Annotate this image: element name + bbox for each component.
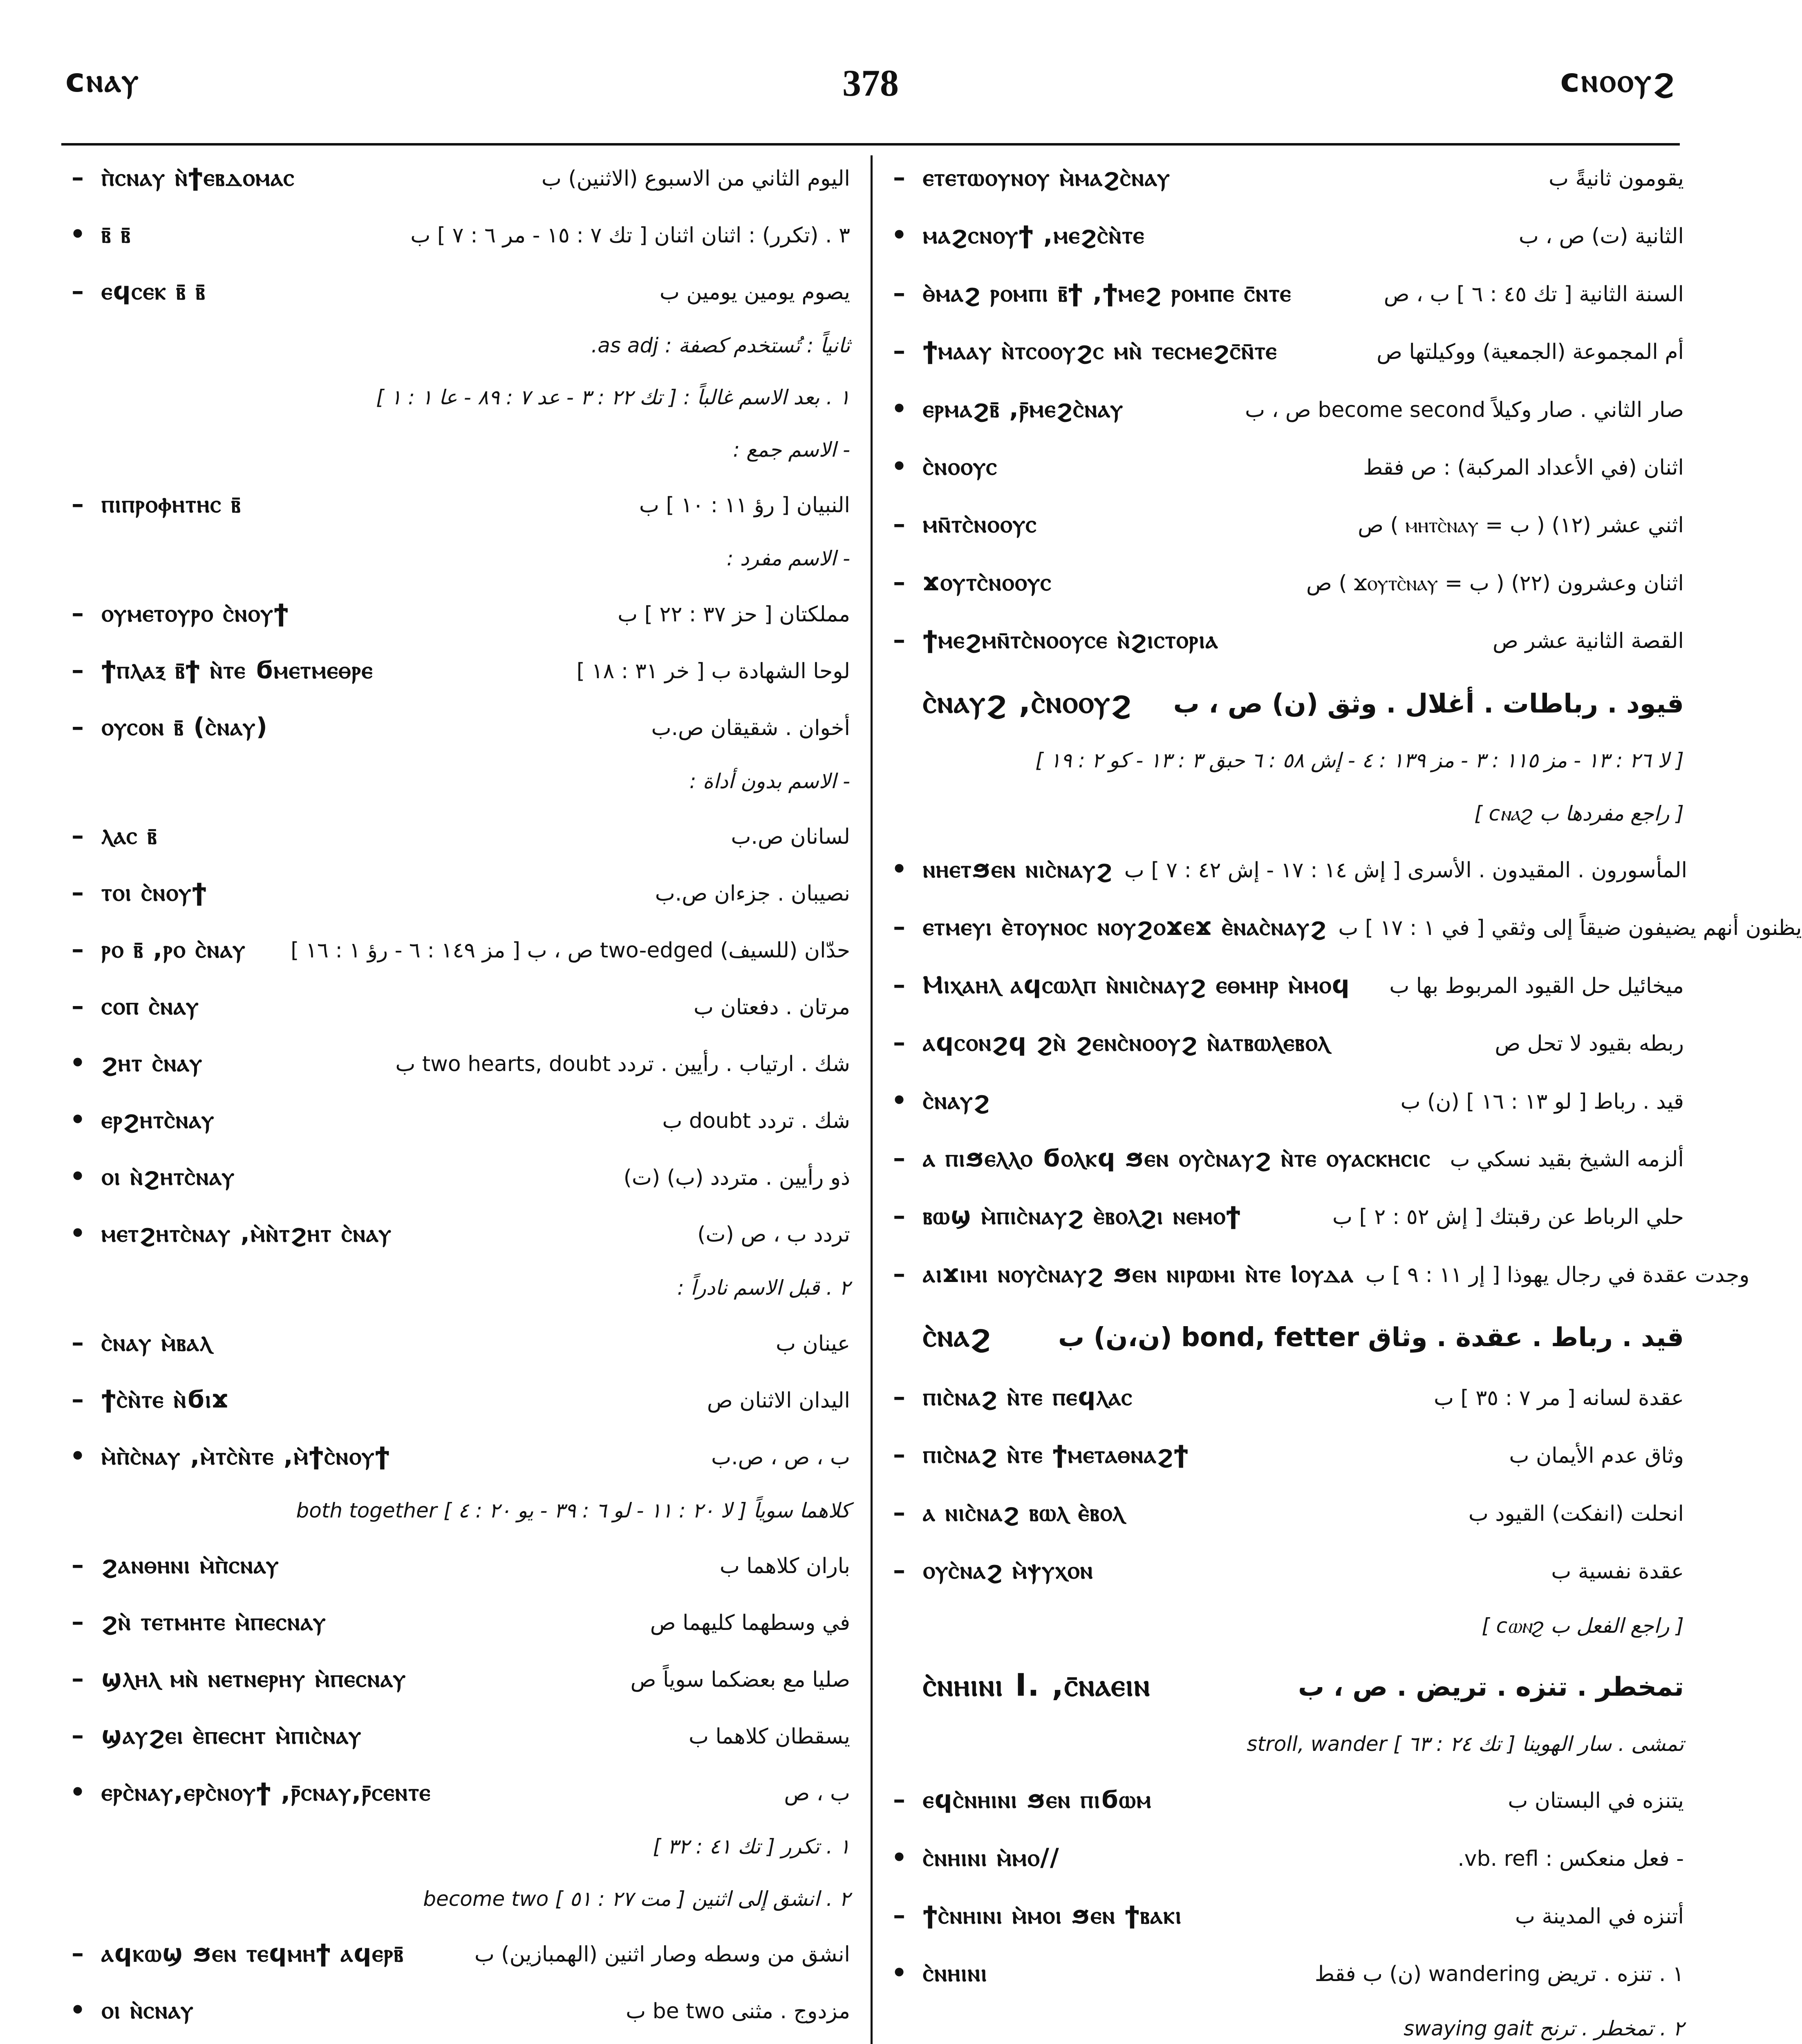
arabic-gloss: النبيان [ رؤ ١١ : ١٠ ] ب [639,493,850,518]
entry-line [887,1318,1684,1353]
coptic-headword: ⲗⲁⲥ ⲃ̄ [101,821,158,850]
arabic-gloss: يقومون ثانيةً ب [1549,166,1684,191]
coptic-headword: ⲁ ⲛⲓⲥ̀ⲛⲁϩ ⲃⲱⲗ ⲉ̀ⲃⲟⲗ [923,1498,1125,1527]
arabic-gloss: ربطه بقيود لا تحل ص [1495,1031,1684,1056]
coptic-headword: ϣⲗⲏⲗ ⲙⲛ̀ ⲛⲉⲧⲛⲉⲣⲏⲩ ⲙ̀ⲡⲉⲥⲛⲁⲩ [101,1664,407,1693]
entry-marker: – [72,1607,84,1636]
running-head-left: ϲⲛⲁⲩ [65,61,140,99]
entry-marker: – [72,1664,84,1693]
arabic-gloss: ١ . بعد الاسم غالباً : [ تك ٢٢ : ٣ - عد ٧ : ٨٩ - عا ١ : ١ ] [376,385,850,410]
entry-line [65,713,850,741]
entry-marker: • [891,1086,907,1115]
arabic-gloss: ٢ . قبل الاسم نادراً : [677,1276,850,1300]
entry-line [887,1786,1684,1814]
arabic-gloss: ذو رأيين . متردد (ب) (ت) [623,1165,850,1190]
entry-line [65,1721,850,1750]
arabic-gloss: السنة الثانية [ تك ٤٥ : ٦ ] ب ، ص [1383,282,1684,307]
entry-line [887,279,1684,307]
arabic-gloss: عقدة نفسية ب [1551,1559,1684,1584]
entry-marker: – [72,1551,84,1580]
arabic-gloss: وثاق عدم الأيمان ب [1509,1443,1684,1468]
coptic-headword: ⲥ̀ⲛⲏⲓⲛⲓ [923,1959,988,1988]
arabic-gloss: ٣ . (تكرر) : اثنان اثنان [ تك ٧ : ١٥ - مر ٦ : ٧ ] ب [410,223,850,248]
arabic-gloss: [ لا ٢٦ : ١٣ - مز ١١٥ : ٣ - مز ١٣٩ : ٤ - إش ٥٨ : ٦ حبق ٣ : ١٣ - كو ٢ : ١٩ ] [1035,749,1684,773]
coptic-headword: ⲙ̀ⲡ̀ⲥ̀ⲛⲁⲩ ,ⲙ̀ⲧⲥ̀ⲛ̀ⲧⲉ ,ⲙ̀ϯⲥ̀ⲛⲟⲩϯ [101,1441,391,1470]
entry-marker: • [69,1162,86,1191]
arabic-gloss: شك . ارتياب . رأيين . تردد two hearts, doubt ب [395,1052,850,1077]
arabic-gloss: تمخطر . تنزه . تريض . ص ، ب [1298,1672,1684,1703]
entry-marker: – [893,912,905,941]
entry-line [65,1551,850,1579]
coptic-headword: ⲧⲟⲓ ⲥ̀ⲛⲟⲩϯ [101,878,208,907]
arabic-gloss: لسانان ص.ب [731,825,850,849]
header-rule [61,143,1680,146]
entry-line [887,1732,1684,1756]
arabic-gloss: عقدة لسانه [ مر ٧ : ٣٥ ] ب [1434,1385,1684,1410]
entry-marker: – [72,598,84,628]
arabic-gloss: [ راجع الفعل ب ϲⲱⲛϩ ] [1482,1614,1684,1638]
entry-line [887,971,1684,999]
entry-line [65,822,850,850]
arabic-gloss: ٢ . تمخطر . ترنح swaying gait [1404,2016,1684,2040]
coptic-headword: ⲥ̀ⲛⲏⲓⲛⲓ I. ,ⲥ̄ⲛⲁⲉⲓⲛ [923,1667,1151,1703]
coptic-headword: ⲉⲧⲉⲧⲱⲟⲩⲛⲟⲩ ⲙ̀ⲙⲁϩⲥ̀ⲛⲁⲩ [923,163,1171,192]
entry-marker: – [893,1556,905,1585]
arabic-gloss: كلاهما سوياً [ لا ٢٠ : ١١ - لو ٦ : ٣٩ - يو ٢٠ : ٤ ] both together [296,1498,850,1522]
coptic-headword: ⲙⲁϩⲥⲛⲟⲩϯ ,ⲙⲉϩⲥ̀ⲛ̀ⲧⲉ [923,221,1145,250]
entry-line [65,656,850,684]
entry-marker: – [893,1382,905,1411]
arabic-gloss: ب ، ص [784,1781,850,1806]
entry-marker: – [893,1498,905,1527]
entry-line [887,912,1802,941]
entry-marker: – [893,1028,905,1057]
entry-marker: • [69,1778,86,1807]
entry-line [887,1959,1684,1987]
coptic-headword: ϩⲁⲛⲑⲏⲛⲓ ⲙ̀ⲡ̀ⲥⲛⲁⲩ [101,1551,280,1580]
coptic-headword: ⲟⲩⲥⲟⲛ ⲃ̄ (ⲥ̀ⲛⲁⲩ) [101,712,268,741]
left-column [65,164,850,2044]
entry-line [887,1029,1684,1057]
arabic-gloss: ١ . تكرر [ تك ٤١ : ٣٢ ] [653,1835,850,1859]
coptic-headword: ⲣⲟ ⲃ̄ ,ⲣⲟ ⲥ̀ⲛⲁⲩ [101,935,246,964]
coptic-headword: ⲥ̀ⲛⲁϩ [923,1317,992,1354]
entry-line [65,935,850,964]
entry-marker: • [891,1843,907,1872]
entry-marker: – [72,992,84,1021]
entry-line [887,749,1684,773]
coptic-headword: ⲛⲏⲉⲧϧⲉⲛ ⲛⲓⲥ̀ⲛⲁⲩϩ [923,855,1113,884]
entry-line [887,1901,1684,1930]
coptic-headword: ⲑ̀ⲙⲁϩ ⲣⲟⲙⲡⲓ ⲃ̄ϯ ,ϯⲙⲉϩ ⲣⲟⲙⲡⲉ ⲥ̄ⲛⲧⲉ [923,278,1292,307]
coptic-headword: ⲡⲓⲥ̀ⲛⲁϩ ⲛ̀ⲧⲉ ϯⲙⲉⲧⲁⲑⲛⲁϩϯ [923,1440,1189,1469]
arabic-gloss: - الاسم بدون أداة : [689,769,850,793]
arabic-gloss: - الاسم جمع : [733,437,850,462]
arabic-gloss: [ راجع مفردها ب ϲⲛⲁϩ ] [1474,802,1684,826]
arabic-gloss: ٢ . انشق إلى اثنين [ مت ٢٧ : ٥١ ] become two [423,1887,850,1911]
arabic-gloss: أم المجموعة (الجمعية) ووكيلتها ص [1377,340,1684,365]
entry-marker: – [893,510,905,539]
arabic-gloss: باران كلاهما ب [719,1554,850,1579]
coptic-headword: ⲥ̀ⲛⲁⲩ ⲙ̀ⲃⲁⲗ [101,1328,213,1357]
entry-line [65,1835,850,1859]
coptic-headword: ⲁϥⲥⲟⲛϩϥ ϩⲛ̀ ϩⲉⲛⲥ̀ⲛⲟⲟⲩϩ ⲛ̀ⲁⲧⲃⲱⲗⲉⲃⲟⲗ [923,1028,1330,1057]
entry-marker: • [69,1995,86,2024]
coptic-headword: ⲉϥⲥ̀ⲛⲏⲓⲛⲓ ϧⲉⲛ ⲡⲓϭⲱⲙ [923,1785,1152,1814]
entry-line [887,684,1684,719]
arabic-gloss: قيود . رباطات . أغلال . وثق (ن) ص ، ب [1173,688,1684,719]
arabic-gloss: - فعل منعكس : vb. refl. [1457,1846,1684,1871]
arabic-gloss: حدّان (للسيف) two-edged ص ، ب [ مز ١٤٩ : ٦ - رؤ ١ : ١٦ ] [291,938,850,963]
coptic-headword: ϣⲁⲩϩⲉⲓ ⲉ̀ⲡⲉⲥⲏⲧ ⲙ̀ⲡⲓⲥ̀ⲛⲁⲩ [101,1721,362,1750]
entry-marker: – [72,1328,84,1357]
arabic-gloss: يظنون أنهم يضيفون ضيقاً إلى وثقي [ في ١ : ١٧ ] ب [1338,916,1802,941]
entry-line [65,879,850,907]
arabic-gloss: عينان ب [776,1331,850,1356]
entry-marker: • [69,1219,86,1248]
entry-line [65,1049,850,1077]
coptic-headword: ⲉⲣⲥ̀ⲛⲁⲩ,ⲉⲣⲥ̀ⲛⲟⲩϯ ,ⲣ̄ⲥⲛⲁⲩ,ⲣ̄ⲥⲉⲛⲧⲉ [101,1778,431,1807]
arabic-gloss: اثنان (في الأعداد المركبة) : ص فقط [1363,455,1684,480]
coptic-headword: ϯⲙⲁⲁⲩ ⲛ̀ⲧⲥⲟⲟⲩϩⲥ ⲙⲛ̀ ⲧⲉⲥⲙⲉϩⲥ̄ⲛ̄ⲧⲉ [923,336,1278,365]
entry-line [887,337,1684,365]
coptic-headword: ⲉⲣⲙⲁϩⲃ̄ ,ⲣ̄ⲙⲉϩⲥ̀ⲛⲁⲩ [923,394,1124,423]
entry-marker: – [72,935,84,964]
entry-line [65,1996,850,2024]
coptic-headword: ⲥ̀ⲛⲁⲩϩ [923,1086,990,1115]
entry-marker: • [891,1959,907,1988]
coptic-headword: ⲃⲱϣ ⲙ̀ⲡⲓⲥ̀ⲛⲁⲩϩ ⲉ̀ⲃⲟⲗϩⲓ ⲛⲉⲙⲟϯ [923,1201,1242,1230]
entry-line [65,1106,850,1134]
entry-marker: – [893,567,905,596]
arabic-gloss: القصة الثانية عشر ص [1493,629,1684,654]
entry-line [887,1087,1684,1115]
coptic-headword: ⲙⲉⲧϩⲏⲧⲥ̀ⲛⲁⲩ ,ⲙ̀ⲛ̀ⲧϩⲏⲧ ⲥ̀ⲛⲁⲩ [101,1219,392,1248]
coptic-headword: ⲉⲣϩⲏⲧⲥ̀ⲛⲁⲩ [101,1105,215,1134]
entry-line [887,1614,1684,1638]
arabic-gloss: اليوم الثاني من الاسبوع (الاثنين) ب [541,166,850,191]
coptic-headword: ϯⲡⲗⲁⲝ ⲃ̄ϯ ⲛ̀ⲧⲉ ϭⲙⲉⲧⲙⲉⲑⲣⲉ [101,655,374,684]
arabic-gloss: مزدوج . مثنى be two ب [626,1999,850,2024]
coptic-headword: ϯⲥ̀ⲛ̀ⲧⲉ ⲛ̀ϭⲓϫ [101,1385,229,1414]
entry-marker: – [72,1385,84,1414]
entry-marker: – [893,1440,905,1469]
arabic-gloss: تردد ب ، ص (ت) [697,1222,850,1247]
entry-line [887,1202,1684,1230]
entry-marker: – [72,655,84,684]
entry-line [65,770,850,793]
entry-line [65,1608,850,1636]
entry-marker: – [893,336,905,365]
coptic-headword: ⲉⲧⲙⲉⲩⲓ ⲉ̀ⲧⲟⲩⲛⲟⲥ ⲛⲟⲩϩⲟϫⲉϫ ⲉ̀ⲛⲁⲥ̀ⲛⲁⲩϩ [923,912,1327,941]
arabic-gloss: اثني عشر (١٢) ( ب = ⲙⲏⲧⲥ̀ⲛⲁⲩ ) ص [1358,513,1684,538]
coptic-headword: ⲡⲓⲡⲣⲟⲫⲏⲧⲏⲥ ⲃ̄ [101,490,242,519]
arabic-gloss: قيد . رباط . عقدة . وثاق bond, fetter (ن،ن) ب [1058,1322,1684,1353]
coptic-headword: ⲥ̀ⲛⲏⲓⲛⲓ ⲙ̀ⲙⲟ// [923,1843,1060,1872]
entry-line [65,547,850,571]
entry-line [65,1778,850,1806]
entry-marker: • [891,855,907,884]
column-divider [871,155,873,2044]
coptic-headword: ⲥ̀ⲛⲁⲩϩ ,ⲥ̀ⲛⲟⲟⲩϩ [923,683,1132,720]
entry-line [887,802,1684,826]
arabic-gloss: ب ، ص ، ص.ب [711,1445,850,1470]
entry-marker: • [891,221,907,250]
entry-marker: – [893,625,905,654]
arabic-gloss: حلي الرباط عن رقبتك [ إش ٥٢ : ٢ ] ب [1332,1205,1684,1230]
entry-marker: • [891,394,907,423]
entry-marker: – [893,1259,905,1288]
entry-marker: – [72,878,84,907]
coptic-headword: ⲥⲟⲡ ⲥ̀ⲛⲁⲩ [101,992,199,1021]
arabic-gloss: يتنزه في البستان ب [1508,1788,1684,1813]
arabic-gloss: صار الثاني . صار وكيلاً become second ص ، ب [1245,397,1684,422]
entry-marker: • [891,452,907,481]
coptic-headword: ⲟⲩⲙⲉⲧⲟⲩⲣⲟ ⲥ̀ⲛⲟⲩϯ [101,598,289,628]
entry-line [887,510,1684,538]
arabic-gloss: تمشى . سار الهوينا [ تك ٢٤ : ٦٣ ] stroll, wander [1247,1732,1684,1756]
entry-line [65,1385,850,1414]
entry-marker: – [893,163,905,192]
entry-line [887,1259,1750,1288]
entry-marker: – [893,1201,905,1230]
entry-line [65,277,850,305]
coptic-headword: ⲁⲓϫⲓⲙⲓ ⲛⲟⲩⲥ̀ⲛⲁⲩϩ ϧⲉⲛ ⲛⲓⲣⲱⲙⲓ ⲛ̀ⲧⲉ Ⲓⲟⲩⲇⲁ [923,1259,1354,1288]
entry-marker: – [893,1785,905,1814]
entry-marker: – [72,1721,84,1750]
arabic-gloss: في وسطهما كليهما ص [650,1611,850,1636]
entry-marker: – [893,1144,905,1173]
coptic-headword: Ⲙⲓⲭⲁⲏⲗ ⲁϥⲥⲱⲗⲡ ⲛ̀ⲛⲓⲥ̀ⲛⲁⲩϩ ⲉⲑⲙⲏⲣ ⲙ̀ⲙⲟϥ [923,970,1350,999]
coptic-headword: ⲥ̀ⲛⲟⲟⲩⲥ [923,452,998,481]
coptic-headword: ϩⲛ̀ ⲧⲉⲧⲙⲏⲧⲉ ⲙ̀ⲡⲉⲥⲛⲁⲩ [101,1607,327,1636]
entry-marker: • [69,220,86,249]
entry-line [65,220,850,249]
entry-marker: – [72,163,84,192]
entry-marker: – [893,1901,905,1930]
entry-marker: • [69,1441,86,1470]
entry-line [65,334,850,358]
coptic-headword: ⲟⲩⲥ̀ⲛⲁϩ ⲙ̀ⲯⲩⲭⲟⲛ [923,1556,1094,1585]
entry-line [887,2017,1684,2041]
coptic-headword: ⲃ̄ ⲃ̄ [101,220,131,249]
entry-marker: – [72,490,84,519]
entry-line [887,1144,1684,1172]
arabic-gloss: شك . تردد doubt ب [662,1109,850,1134]
coptic-headword: ϯⲙⲉϩⲙⲛ̄ⲧⲥ̀ⲛⲟⲟⲩⲥⲉ ⲛ̀ϩⲓⲥⲧⲟⲣⲓⲁ [923,625,1219,654]
arabic-gloss: مرتان . دفعتان ب [694,995,850,1020]
arabic-gloss: ميخائيل حل القيود المربوط بها ب [1389,973,1684,998]
entry-marker: • [69,1049,86,1078]
entry-line [65,1219,850,1248]
entry-line [887,855,1688,884]
entry-marker: – [72,1939,84,1968]
entry-line [65,1665,850,1693]
entry-line [887,1844,1684,1872]
entry-line [887,1441,1684,1469]
arabic-gloss: اثنان وعشرون (٢٢) ( ب = ϫⲟⲩⲧⲥ̀ⲛⲁⲩ ) ص [1306,571,1684,596]
coptic-headword: ⲡ̀ⲥⲛⲁⲩ ⲛ̀ϯⲉⲃⲇⲟⲙⲁⲥ [101,163,295,192]
entry-line [887,1667,1684,1703]
entry-line [65,992,850,1020]
arabic-gloss: لوحا الشهادة ب [ خر ٣١ : ١٨ ] [576,659,850,684]
arabic-gloss: أخوان . شقيقان ص.ب [651,715,850,740]
entry-marker: – [72,821,84,850]
entry-line [887,626,1684,654]
arabic-gloss: اليدان الاثنان ص [707,1388,850,1413]
entry-marker: • [69,1105,86,1134]
coptic-headword: ⲟⲓ ⲛ̀ϩⲏⲧⲥ̀ⲛⲁⲩ [101,1162,235,1191]
entry-line [887,164,1684,192]
entry-line [887,221,1684,249]
entry-line [65,386,850,410]
entry-line [887,1556,1684,1585]
arabic-gloss: يصوم يومين يومين ب [659,280,850,305]
entry-marker: – [72,276,84,305]
entry-marker: – [893,970,905,999]
arabic-gloss: ألزمه الشيخ بقيد نسكي ب [1450,1147,1684,1172]
coptic-headword: ⲁϥⲕⲱϣ ϧⲉⲛ ⲧⲉϥⲙⲏϯ ⲁϥⲉⲣⲃ̄ [101,1939,404,1968]
arabic-gloss: أتنزه في المدينة ب [1515,1904,1684,1929]
coptic-headword: ϩⲏⲧ ⲥ̀ⲛⲁⲩ [101,1049,203,1078]
entry-line [65,1939,850,1968]
coptic-headword: ϫⲟⲩⲧⲥ̀ⲛⲟⲟⲩⲥ [923,567,1052,596]
coptic-headword: ⲉϥⲥⲉⲕ ⲃ̄ ⲃ̄ [101,276,206,305]
arabic-gloss: انحلت (انفكت) القيود ب [1468,1501,1684,1526]
coptic-headword: ⲁ ⲡⲓϧⲉⲗⲗⲟ ϭⲟⲗⲕϥ ϧⲉⲛ ⲟⲩⲥ̀ⲛⲁⲩϩ ⲛ̀ⲧⲉ ⲟⲩⲁⲥⲕⲏⲥⲓⲥ [923,1144,1431,1173]
entry-line [887,453,1684,481]
entry-line [887,1383,1684,1411]
entry-line [65,1329,850,1357]
right-column [887,163,1802,2044]
arabic-gloss: وجدت عقدة في رجال يهوذا [ إر ١١ : ٩ ] ب [1365,1262,1750,1287]
entry-line [65,438,850,462]
coptic-headword: ⲡⲓⲥ̀ⲛⲁϩ ⲛ̀ⲧⲉ ⲡⲉϥⲗⲁⲥ [923,1382,1133,1411]
entry-line [65,1887,850,1911]
arabic-gloss: مملكتان [ حز ٣٧ : ٢٢ ] ب [618,602,850,627]
page-number: 378 [842,62,899,104]
entry-line [65,490,850,518]
arabic-gloss: ١ . تنزه . تريض wandering (ن) ب فقط [1314,1962,1684,1987]
coptic-headword: ⲙⲛ̄ⲧⲥ̀ⲛⲟⲟⲩⲥ [923,510,1037,539]
entry-line [887,395,1684,423]
arabic-gloss: نصيبان . جزءان ص.ب [655,881,850,906]
entry-marker: – [72,712,84,741]
running-head-right: ϲⲛⲟⲟⲩϩ [1560,61,1676,99]
coptic-headword: ϯⲥ̀ⲛⲏⲓⲛⲓ ⲙ̀ⲙⲟⲓ ϧⲉⲛ ϯⲃⲁⲕⲓ [923,1901,1182,1930]
arabic-gloss: صليا مع بعضكما سوياً ص [630,1667,850,1692]
entry-line [65,1163,850,1191]
arabic-gloss: انشق من وسطه وصار اثنين (الهمبازين) ب [474,1942,850,1967]
arabic-gloss: الثانية (ت) ص ، ب [1518,224,1684,249]
arabic-gloss: يسقطان كلاهما ب [689,1724,850,1749]
entry-line [887,1499,1684,1527]
entry-marker: – [893,278,905,307]
arabic-gloss: - الاسم مفرد : [726,547,850,571]
entry-line [887,568,1684,596]
entry-line [65,1276,850,1300]
entry-line [65,599,850,628]
entry-line [65,1499,850,1523]
arabic-gloss: ثانياً : تُستخدم كصفة : as adj. [591,333,850,357]
entry-line [65,164,850,192]
coptic-headword: ⲟⲓ ⲛ̀ⲥⲛⲁⲩ [101,1995,194,2024]
arabic-gloss: قيد . رباط [ لو ١٣ : ١٦ ] (ن) ب [1400,1089,1684,1114]
entry-line [65,1442,850,1470]
arabic-gloss: المأسورون . المقيدون . الأسرى [ إش ١٤ : ١٧ - إش ٤٢ : ٧ ] ب [1124,858,1688,883]
